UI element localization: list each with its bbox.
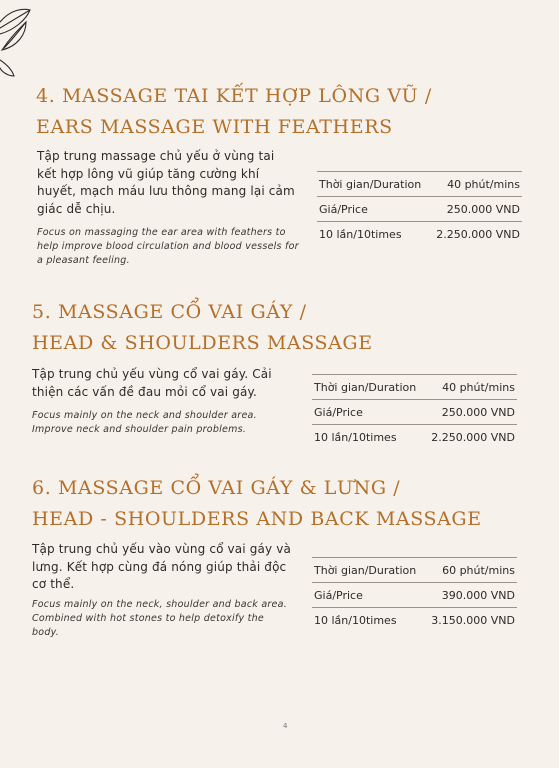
description-english: Focus mainly on the neck, shoulder and back area. Combined with hot stones to help detoxify the body. [32, 599, 287, 638]
title-line-2: EARS MASSAGE WITH FEATHERS [36, 116, 393, 138]
description-english: Focus on massaging the ear area with feathers to help improve blood circulation and blood vessels for a pleasant feeling. [37, 227, 299, 266]
price-value: 2.250.000 VND [436, 227, 520, 241]
title-line-2: HEAD - SHOULDERS AND BACK MASSAGE [32, 508, 482, 530]
price-value: 390.000 VND [441, 588, 515, 602]
description-vietnamese: Tập trung massage chủ yếu ở vùng tai kết hợp lông vũ giúp tăng cường khí huyết, mạch máu lưu thông mang lại cảm giác dễ chịu. [37, 149, 295, 216]
section-title [36, 81, 432, 143]
description-vietnamese: Tập trung chủ yếu vùng cổ vai gáy. Cải thiện các vấn đề đau mỏi cổ vai gáy. [32, 367, 272, 399]
price-value: 40 phút/mins [442, 380, 515, 394]
price-label: Giá/Price [314, 588, 363, 602]
description-english: Focus mainly on the neck and shoulder area. Improve neck and shoulder pain problems. [32, 410, 257, 435]
price-value: 250.000 VND [446, 202, 520, 216]
price-label: Thời gian/Duration [314, 380, 417, 394]
price-row-price [312, 583, 517, 608]
page-number: 4 [283, 722, 288, 730]
price-label: Giá/Price [314, 405, 363, 419]
title-line-1: 5. MASSAGE CỔ VAI GÁY / [32, 301, 307, 323]
price-row-package [317, 222, 522, 246]
price-label: Thời gian/Duration [314, 563, 417, 577]
price-row-duration [317, 172, 522, 197]
leaf-line-art-icon [0, 0, 60, 90]
price-label: 10 lần/10times [314, 613, 397, 627]
price-row-price [317, 197, 522, 222]
title-line-1: 6. MASSAGE CỔ VAI GÁY & LƯNG / [32, 477, 401, 499]
price-label: Giá/Price [319, 202, 368, 216]
title-line-1: 4. MASSAGE TAI KẾT HỢP LÔNG VŨ / [36, 85, 432, 107]
price-label: 10 lần/10times [319, 227, 402, 241]
price-table [317, 171, 522, 246]
section-title [32, 473, 482, 535]
price-value: 40 phút/mins [447, 177, 520, 191]
price-value: 250.000 VND [441, 405, 515, 419]
price-label: Thời gian/Duration [319, 177, 422, 191]
section-title [32, 297, 373, 359]
price-row-package [312, 608, 517, 632]
price-row-duration [312, 558, 517, 583]
price-table [312, 557, 517, 632]
price-row-duration [312, 375, 517, 400]
price-row-price [312, 400, 517, 425]
title-line-2: HEAD & SHOULDERS MASSAGE [32, 332, 373, 354]
price-label: 10 lần/10times [314, 430, 397, 444]
price-row-package [312, 425, 517, 449]
description-vietnamese: Tập trung chủ yếu vào vùng cổ vai gáy và lưng. Kết hợp cùng đá nóng giúp thải độc cơ thể. [32, 542, 291, 591]
price-value: 60 phút/mins [442, 563, 515, 577]
price-table [312, 374, 517, 449]
price-value: 2.250.000 VND [431, 430, 515, 444]
price-value: 3.150.000 VND [431, 613, 515, 627]
